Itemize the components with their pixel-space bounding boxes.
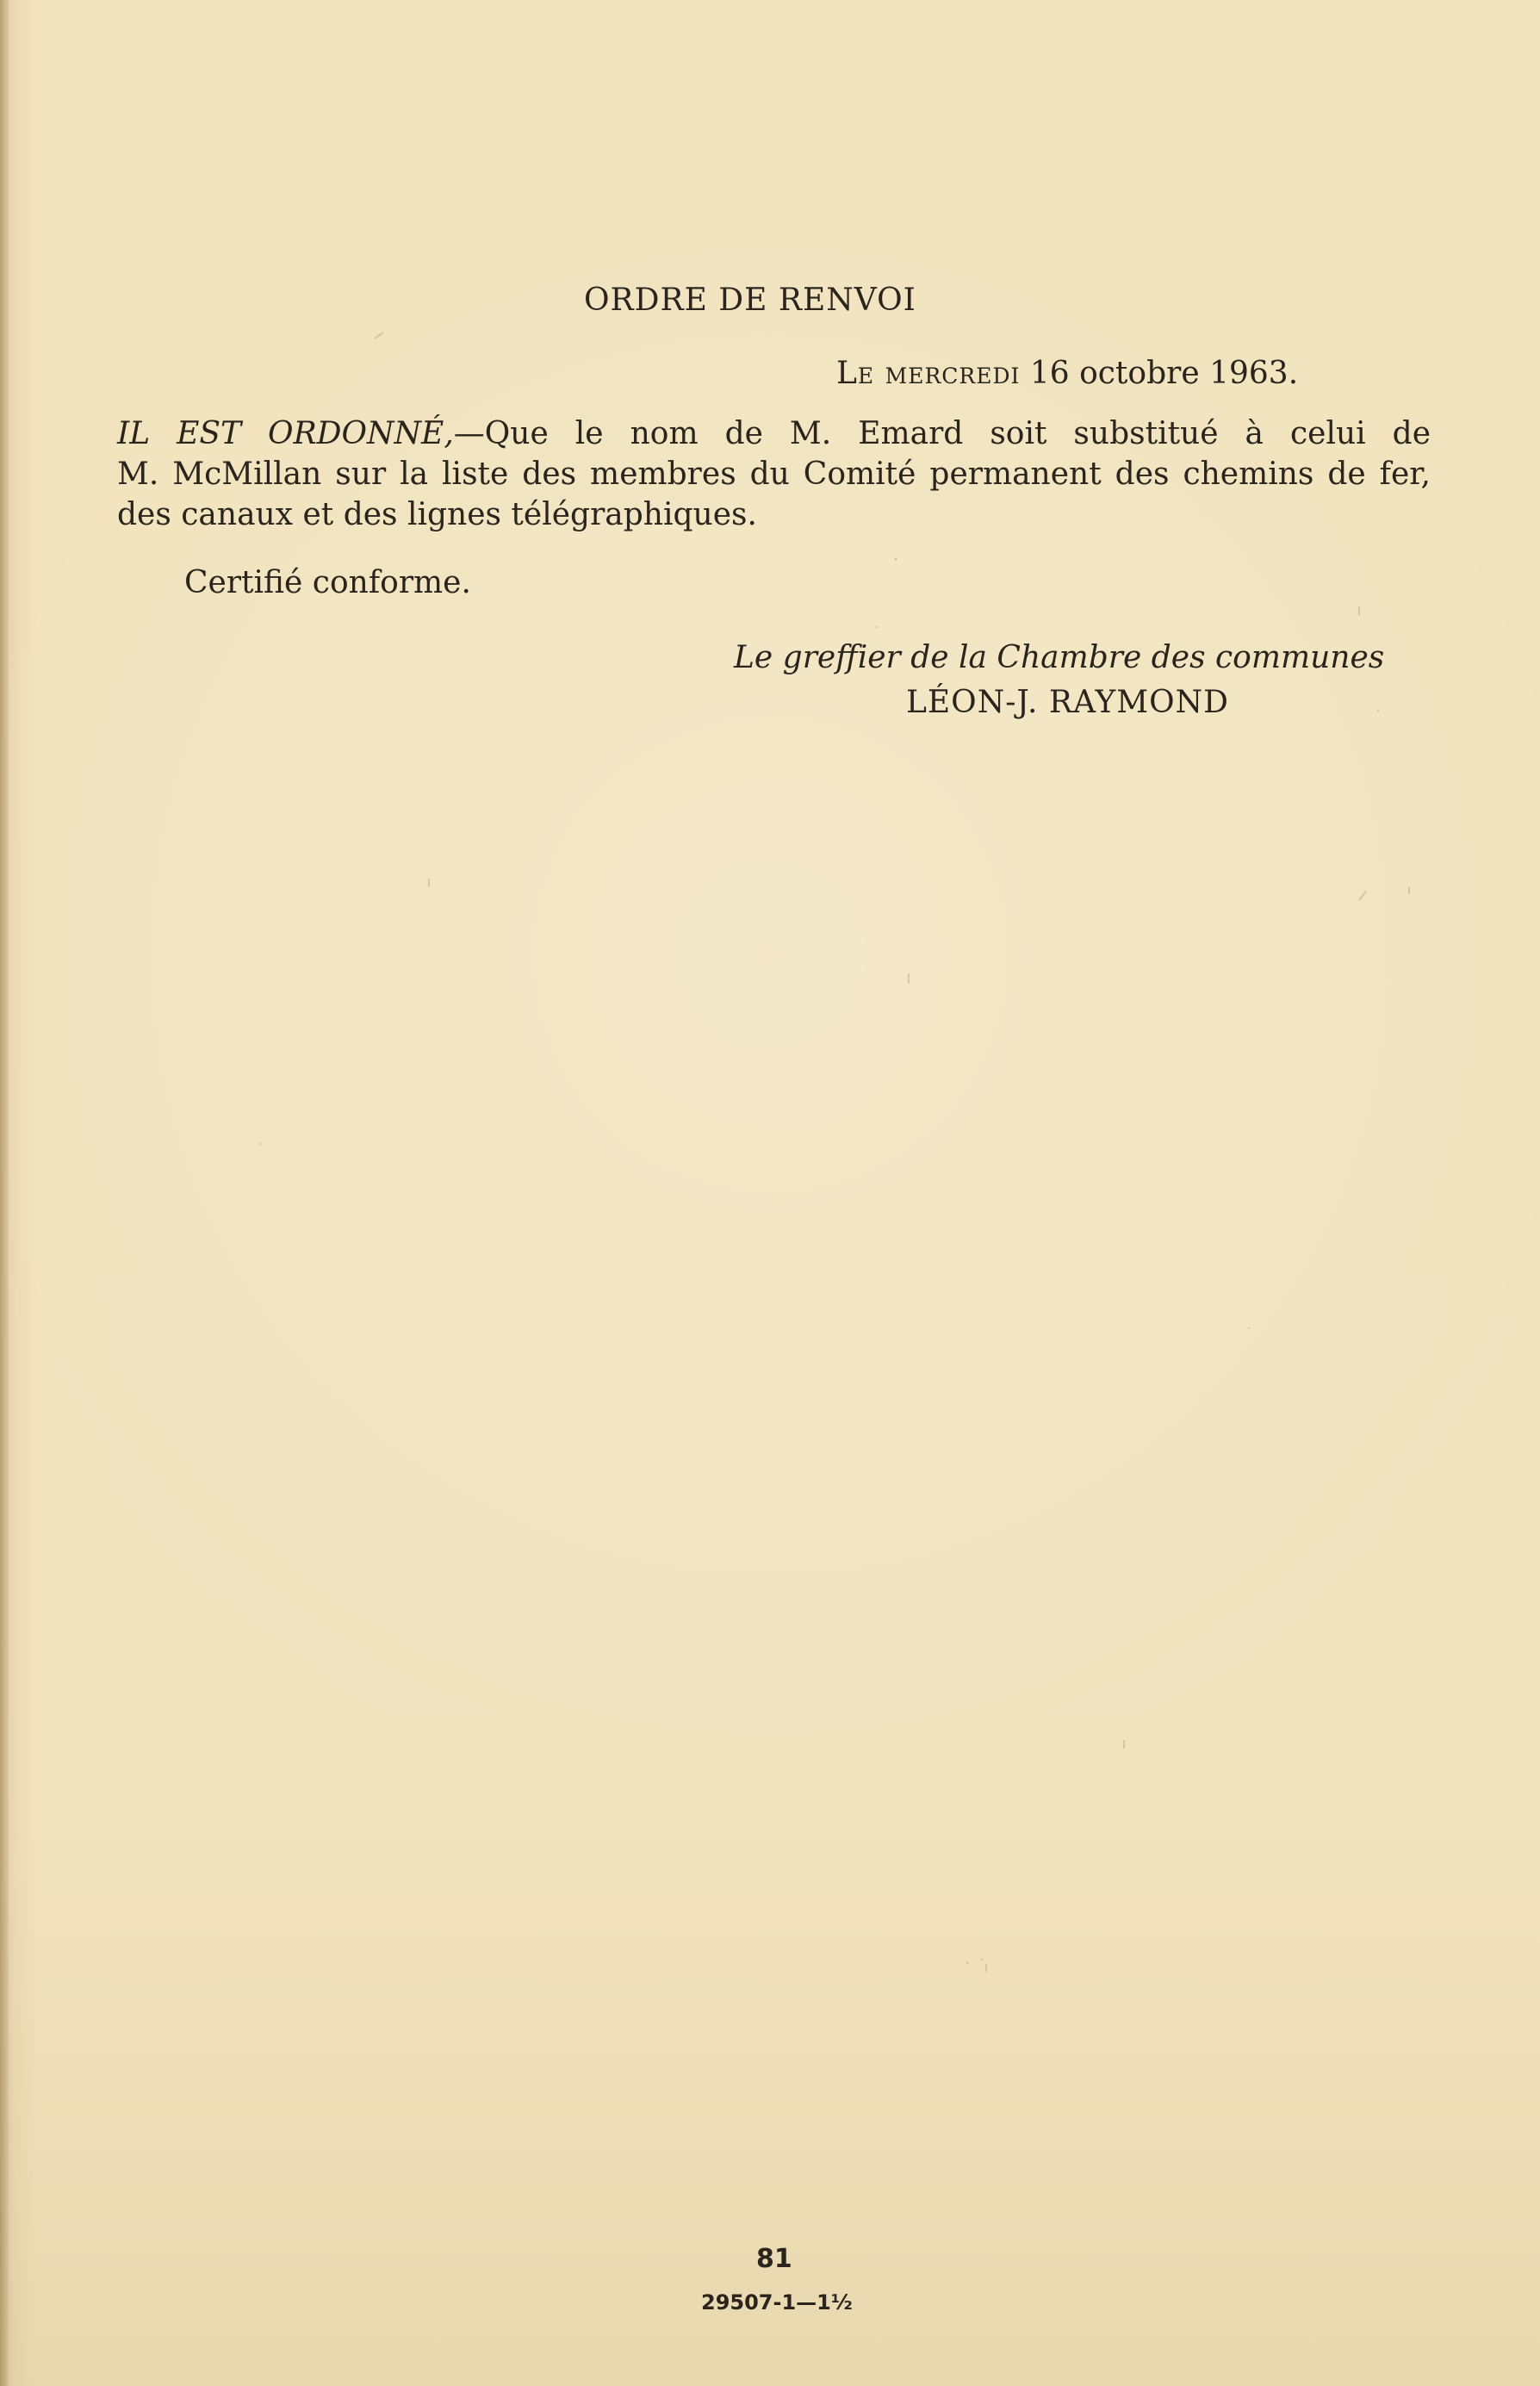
- dateline-date: 16 octobre 1963.: [1029, 356, 1299, 391]
- paragraph-line-1: [117, 413, 1431, 454]
- signature-title: Le greffier de la Chambre des communes: [734, 640, 1385, 675]
- order-line-1-rest: —Que le nom de M. Emard soit substitué à celui de: [453, 416, 1431, 451]
- page-number: 81: [756, 2244, 792, 2274]
- paragraph-line-3: des canaux et des lignes télégraphiques.: [117, 497, 757, 532]
- signature-name: LÉON-J. RAYMOND: [906, 685, 1230, 720]
- print-code: 29507-1—1½: [701, 2290, 853, 2315]
- document-title: ORDRE DE RENVOI: [584, 283, 916, 318]
- certification-text: Certifié conforme.: [184, 565, 471, 600]
- paragraph-line-2: M. McMillan sur la liste des membres du Comité permanent des chemins de fer,: [117, 457, 1431, 492]
- dateline: [836, 356, 1298, 391]
- dateline-weekday: Le mercredi: [836, 356, 1021, 391]
- order-lead: IL EST ORDONNÉ,: [117, 416, 454, 451]
- order-paragraph: [117, 413, 1431, 535]
